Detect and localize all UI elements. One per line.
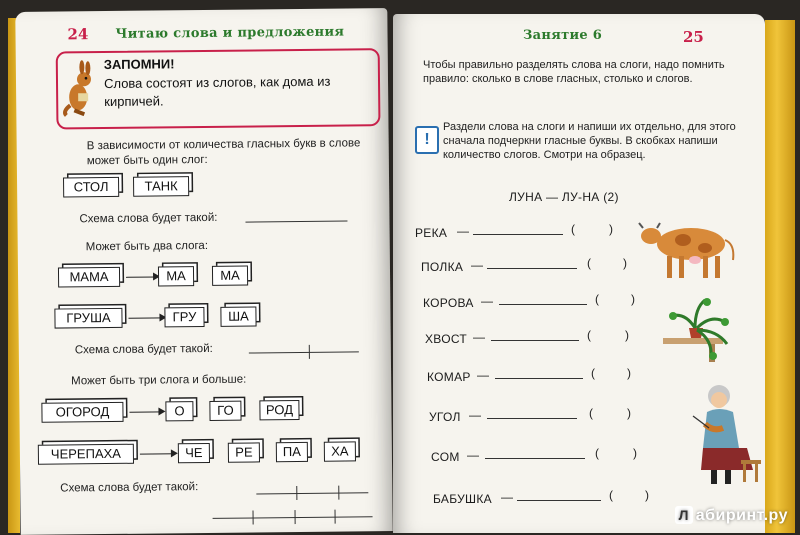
syllable-box: ША — [220, 306, 256, 326]
scheme-line-2 — [249, 351, 359, 353]
syllable-box: ПА — [276, 442, 308, 462]
paren-open: ( — [587, 256, 591, 270]
word-box-stol: СТОЛ — [63, 177, 119, 198]
intro-text-right: Чтобы правильно разделять слова на слоги, надо помнить правило: сколько в слове гласных, столько и слогов. — [423, 59, 725, 85]
dash: — — [477, 368, 490, 382]
answer-line[interactable] — [491, 340, 579, 341]
kangaroo-icon — [62, 59, 97, 117]
paren-close: ) — [623, 256, 627, 270]
dash: — — [501, 490, 514, 504]
cow-icon — [633, 214, 743, 284]
syllable-box: МА — [212, 266, 248, 286]
syllable-box: ГРУ — [164, 307, 204, 327]
page-number-left: 24 — [67, 25, 89, 44]
paren-close: ) — [627, 366, 631, 380]
scheme-divider — [295, 510, 296, 524]
answer-line[interactable] — [517, 500, 601, 501]
left-page — [15, 8, 392, 535]
arrow — [128, 317, 164, 318]
syllable-box: ЧЕ — [178, 443, 210, 463]
syllable-box: РОД — [259, 400, 299, 420]
two-syllables-label: Может быть два слога: — [85, 239, 209, 254]
dash: — — [471, 258, 484, 272]
scheme-divider — [338, 486, 339, 500]
paren-open: ( — [609, 488, 613, 502]
rule-heading: ЗАПОМНИ! — [103, 56, 175, 73]
three-syllables-label: Может быть три слога и больше: — [71, 373, 247, 388]
section-title-left: Читаю слова и предложения — [115, 24, 345, 42]
word-box-mama: МАМА — [58, 267, 120, 288]
dash: — — [481, 294, 494, 308]
scheme-label-3: Схема слова будет такой: — [60, 481, 199, 495]
paren-open: ( — [595, 446, 599, 460]
scheme-divider — [335, 510, 336, 524]
exercise-word: РЕКА — [415, 226, 448, 240]
exercise-row — [421, 254, 661, 284]
scheme-divider — [296, 486, 297, 500]
syllable-box: ГО — [209, 401, 241, 421]
exercise-row — [425, 326, 665, 356]
scheme-divider — [309, 345, 310, 359]
exercise-row — [427, 364, 667, 394]
section-title-right: Занятие 6 — [523, 28, 603, 43]
word-box-cherepakha: ЧЕРЕПАХА — [38, 444, 134, 465]
paren-open: ( — [595, 292, 599, 306]
syllable-box: О — [165, 401, 193, 421]
syllable-box: РЕ — [228, 442, 260, 462]
word-box-grusha: ГРУША — [54, 308, 122, 329]
exercise-row — [433, 486, 673, 516]
exercise-word: СОМ — [431, 450, 460, 464]
potted-plant-on-shelf-icon — [657, 292, 747, 366]
exercise-row — [415, 218, 655, 248]
arrow — [126, 276, 158, 277]
paren-close: ) — [631, 292, 635, 306]
example-text: ЛУНА — ЛУ-НА (2) — [509, 190, 619, 204]
scheme-label-1: Схема слова будет такой: — [79, 211, 218, 226]
page-number-right: 25 — [683, 28, 704, 46]
watermark — [675, 506, 788, 525]
exercise-row — [423, 290, 663, 320]
exercise-word: УГОЛ — [429, 410, 461, 424]
exercise-word: ХВОСТ — [425, 332, 468, 346]
scheme-line-1 — [245, 220, 347, 222]
book-cover-edge-right — [765, 20, 795, 533]
answer-line[interactable] — [487, 418, 577, 419]
task-marker-icon: ! — [415, 126, 439, 154]
arrow — [129, 411, 163, 412]
exercise-row — [431, 444, 671, 474]
scheme-line-3 — [256, 492, 368, 494]
answer-line[interactable] — [473, 234, 563, 235]
paren-open: ( — [571, 222, 575, 236]
scheme-divider — [253, 510, 254, 524]
grandmother-knitting-icon — [689, 378, 765, 490]
dash: — — [473, 330, 486, 344]
exercise-word: КОРОВА — [423, 296, 474, 310]
scheme-line-4 — [213, 516, 373, 519]
dash: — — [457, 224, 470, 238]
paren-open: ( — [589, 406, 593, 420]
intro-text: В зависимости от количества гласных букв в слове может быть один слог: — [86, 137, 361, 168]
scheme-label-2: Схема слова будет такой: — [74, 342, 213, 357]
syllable-box: МА — [158, 266, 194, 286]
answer-line[interactable] — [495, 378, 583, 379]
answer-line[interactable] — [487, 268, 577, 269]
exercise-row — [429, 404, 669, 434]
answer-line[interactable] — [485, 458, 585, 459]
answer-line[interactable] — [499, 304, 587, 305]
paren-close: ) — [633, 446, 637, 460]
paren-open: ( — [591, 366, 595, 380]
paren-close: ) — [625, 328, 629, 342]
dash: — — [467, 448, 480, 462]
exercise-word: БАБУШКА — [433, 492, 492, 506]
paren-close: ) — [627, 406, 631, 420]
arrow — [140, 453, 176, 454]
right-page — [393, 14, 765, 533]
task-text: Раздели слова на слоги и напиши их отдельно, для этого сначала подчеркни гласные буквы. В скобках напиши количество слогов. Смотри на образец. — [443, 121, 736, 161]
labirint-logo-icon: Л — [675, 506, 693, 524]
exercise-word: ПОЛКА — [421, 260, 464, 274]
word-box-ogorod: ОГОРОД — [41, 402, 123, 423]
rule-text: Слова состоят из слогов, как дома из кирпичей. — [103, 73, 331, 110]
dash: — — [469, 408, 482, 422]
paren-close: ) — [645, 488, 649, 502]
syllable-box: ХА — [324, 441, 356, 461]
word-box-tank: ТАНК — [133, 176, 189, 197]
watermark-text: абиринт.ру — [695, 507, 788, 524]
paren-close: ) — [609, 222, 613, 236]
paren-open: ( — [587, 328, 591, 342]
exercise-word: КОМАР — [427, 370, 471, 384]
